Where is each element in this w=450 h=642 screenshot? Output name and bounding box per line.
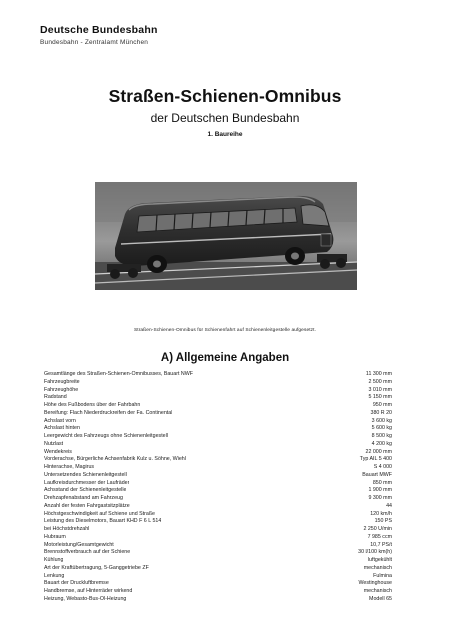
spec-row — [44, 526, 392, 534]
photo-caption: Straßen-Schienen-Omnibus für Schienenfahrt auf Schienenleitgestelle aufgesetzt. — [133, 328, 317, 333]
spec-row — [44, 371, 392, 379]
spec-value: 9 300 mm — [368, 495, 392, 501]
bus-photo-image — [95, 182, 357, 290]
spec-value: 1 900 mm — [368, 487, 392, 494]
spec-value: Fulmina — [373, 572, 392, 579]
spec-label: Untersetzendes Schienenleitgestell — [44, 471, 127, 478]
spec-row — [44, 503, 392, 511]
spec-label: Brennstoffverbrauch auf der Schiene — [44, 549, 131, 556]
spec-row — [44, 456, 392, 464]
spec-label: Motorleistung/Gesamtgewicht — [44, 541, 114, 548]
spec-row — [44, 542, 392, 550]
spec-label: Achslast vorn — [44, 417, 76, 424]
spec-value: 44 — [386, 502, 392, 509]
spec-label: Handbremse, auf Hinterräder wirkend — [44, 588, 133, 594]
spec-value: 30 l/100 km(h) — [358, 549, 392, 556]
spec-label: Höhe des Fußbodens über der Fahrbahn — [44, 402, 141, 408]
spec-row — [44, 573, 392, 581]
spec-value: mechanisch — [363, 564, 392, 571]
spec-label: Kühlung — [44, 557, 64, 563]
spec-value: Typ AIL 5 400 — [359, 456, 392, 463]
spec-value: 5 600 kg — [371, 425, 392, 432]
spec-value: 2 500 mm — [368, 378, 392, 385]
spec-label: Laufkreisdurchmesser der Laufräder — [44, 479, 130, 486]
bus-photo — [95, 182, 357, 290]
spec-row — [44, 534, 392, 542]
spec-label: Gesamtlänge des Straßen-Schienen-Omnibusses, Bauart NWF — [44, 371, 193, 377]
spec-row — [44, 518, 392, 526]
spec-row — [44, 480, 392, 488]
spec-value: Bauart MWF — [362, 471, 392, 478]
spec-value: 5 150 mm — [368, 394, 392, 401]
spec-row — [44, 418, 392, 426]
spec-label: Radstand — [44, 394, 67, 401]
spec-label: Vorderachse, Bürgerliche Achsenfabrik Kulz u. Söhne, Wiehl — [44, 456, 186, 463]
spec-row — [44, 549, 392, 557]
spec-label: Leergewicht des Fahrzeugs ohne Schienenleitgestell — [44, 433, 168, 439]
document-subtitle: der Deutschen Bundesbahn — [150, 111, 300, 125]
spec-row — [44, 511, 392, 519]
spec-row — [44, 487, 392, 495]
spec-label: bei Höchstdrehzahl — [44, 526, 90, 532]
spec-label: Anzahl der festen Fahrgastsitzplätze — [44, 502, 130, 509]
spec-value: 3 010 mm — [368, 386, 392, 393]
spec-row — [44, 394, 392, 402]
spec-value: 380 R 20 — [370, 409, 392, 416]
spec-value: 150 PS — [374, 518, 392, 525]
spec-row — [44, 472, 392, 480]
spec-label: Höchstgeschwindigkeit auf Schiene und Straße — [44, 510, 156, 517]
spec-value: S 4 000 — [373, 464, 392, 470]
spec-value: Modell 65 — [369, 595, 392, 602]
spec-row — [44, 449, 392, 457]
spec-label: Achslast hinten — [44, 425, 80, 432]
spec-value: 7 985 ccm — [367, 533, 392, 540]
spec-row — [44, 441, 392, 449]
spec-value: mechanisch — [363, 588, 392, 594]
spec-row — [44, 596, 392, 604]
spec-row — [44, 557, 392, 565]
spec-label: Hubraum — [44, 533, 66, 540]
spec-value: luftgekühlt — [367, 557, 392, 563]
spec-row — [44, 387, 392, 395]
spec-value: 8 500 kg — [371, 433, 392, 439]
spec-label: Bauart der Druckluftbremse — [44, 580, 109, 587]
spec-label: Wendekreis — [44, 448, 72, 455]
spec-label: Bereifung: Flach Niederdruckreifen der Fa. Continental — [44, 409, 173, 416]
spec-row — [44, 410, 392, 418]
spec-label: Leistung des Dieselmotors, Bauart KHD F 6 L 514 — [44, 518, 162, 525]
spec-label: Achsstand der Schienenleitgestelle — [44, 487, 127, 494]
organization-name: Deutsche Bundesbahn — [40, 24, 158, 36]
spec-label: Art der Kraftübertragung, 5-Ganggetriebe ZF — [44, 564, 149, 571]
spec-label: Nutzlast — [44, 440, 64, 447]
spec-label: Fahrzeughöhe — [44, 386, 79, 393]
spec-value: 22 000 mm — [365, 448, 392, 455]
spec-label: Heizung, Webasto-Bus-Öl-Heizung — [44, 595, 127, 602]
spec-row — [44, 495, 392, 503]
spec-value: 4 200 kg — [371, 440, 392, 447]
document-title: Straßen-Schienen-Omnibus — [108, 86, 342, 106]
spec-value: Westinghouse — [358, 580, 392, 587]
spec-label: Hinterachse, Magirus — [44, 464, 95, 470]
spec-row — [44, 464, 392, 472]
spec-row — [44, 565, 392, 573]
series-label: 1. Baureihe — [207, 131, 243, 138]
spec-value: 2 250 U/min — [363, 526, 392, 532]
spec-row — [44, 433, 392, 441]
spec-row — [44, 402, 392, 410]
spec-label: Lenkung — [44, 572, 65, 579]
spec-value: 11 300 mm — [365, 371, 392, 377]
spec-row — [44, 588, 392, 596]
spec-row — [44, 425, 392, 433]
spec-row — [44, 580, 392, 588]
header-block — [40, 24, 158, 46]
spec-label: Drehzapfenabstand am Fahrzeug — [44, 495, 123, 501]
spec-value: 120 km/h — [370, 510, 392, 517]
spec-value: 850 mm — [372, 479, 392, 486]
spec-list — [44, 371, 392, 604]
organization-subline: Bundesbahn - Zentralamt München — [40, 39, 149, 46]
spec-value: 3 600 kg — [371, 417, 392, 424]
spec-label: Fahrzeugbreite — [44, 378, 80, 385]
section-title: A) Allgemeine Angaben — [160, 352, 290, 364]
spec-value: 10,7 PS/t — [370, 541, 392, 548]
spec-row — [44, 379, 392, 387]
spec-value: 950 mm — [372, 402, 392, 408]
